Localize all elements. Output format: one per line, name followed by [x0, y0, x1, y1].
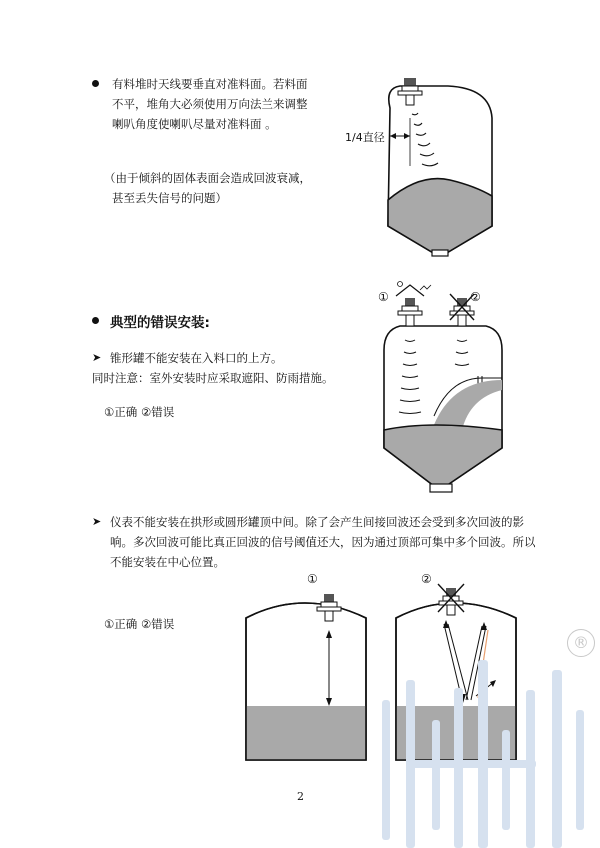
- section1-line-2: 不平，堆角大必须使用万向法兰来调整: [112, 97, 308, 111]
- figure-cone-silo-inlet: [370, 280, 520, 500]
- section3-line-1: 仪表不能安装在拱形或圆形罐顶中间。除了会产生间接回波还会受到多次回波的影: [110, 515, 524, 529]
- section1-line-1: 有料堆时天线要垂直对准料面。若料面: [112, 77, 308, 91]
- registered-mark: ®: [567, 629, 595, 657]
- arrow-bullet-icon: ➤: [92, 351, 102, 364]
- section3-line-2: 响。多次回波可能比真正回波的信号阈值还大，因为通过顶部可集中多个回波。所以: [110, 535, 536, 549]
- section2-marker-wrong: ②: [470, 290, 481, 304]
- figure-label-quarter-diameter: 1/4直径: [345, 131, 385, 144]
- section3-marker-correct: ①: [307, 572, 318, 586]
- section2-legend: ①正确 ②错误: [104, 405, 175, 419]
- page-number: 2: [297, 790, 304, 803]
- bullet-dot: [92, 80, 99, 87]
- figure-dome-tank-correct: [244, 590, 370, 766]
- figure-silo-inclined-surface: [340, 78, 520, 258]
- section1-note-1: （由于倾斜的固体表面会造成回波衰减，: [104, 171, 311, 185]
- logo-watermark-icon: [370, 660, 600, 848]
- arrow-bullet-icon: ➤: [92, 515, 102, 528]
- section2-item-1-line-2: 同时注意：室外安装时应采取遮阳、防雨措施。: [92, 371, 334, 385]
- section2-heading: 典型的错误安装:: [110, 315, 210, 331]
- section3-marker-wrong: ②: [421, 572, 432, 586]
- section3-line-3: 不能安装在中心位置。: [110, 555, 225, 569]
- section2-marker-correct: ①: [378, 290, 389, 304]
- section1-note-2: 甚至丢失信号的问题）: [112, 191, 227, 205]
- section3-legend: ①正确 ②错误: [104, 617, 175, 631]
- bullet-dot: [92, 317, 99, 324]
- section2-item-1: 锥形罐不能安装在入料口的上方。: [110, 351, 283, 365]
- section1-line-3: 喇叭角度使喇叭尽量对准料面 。: [112, 117, 277, 131]
